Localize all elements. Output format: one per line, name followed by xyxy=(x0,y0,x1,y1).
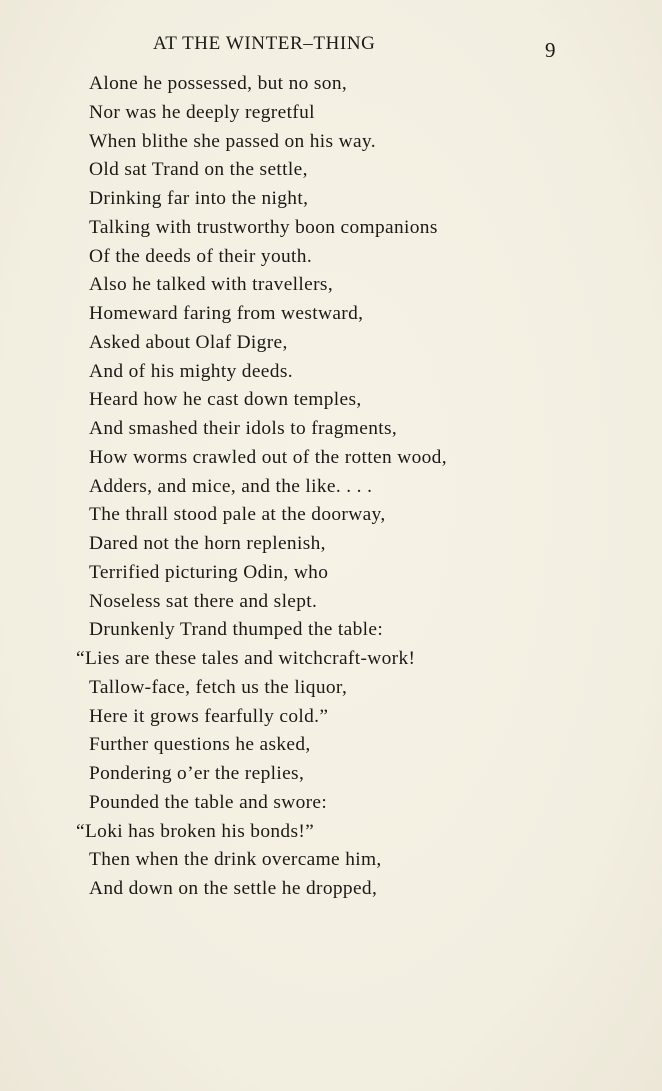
poem-line: Drunkenly Trand thumped the table: xyxy=(89,619,384,641)
poem-line: Asked about Olaf Digre, xyxy=(89,331,288,353)
running-title: AT THE WINTER–THING xyxy=(153,33,376,54)
poem-line: Adders, and mice, and the like. . . . xyxy=(89,475,373,497)
poem-line: Tallow-face, fetch us the liquor, xyxy=(89,676,348,698)
poem-line: Old sat Trand on the settle, xyxy=(89,159,308,181)
poem-line: The thrall stood pale at the doorway, xyxy=(89,504,386,526)
poem-line: And down on the settle he dropped, xyxy=(89,878,378,899)
poem-line: Also he talked with travellers, xyxy=(89,274,334,296)
poem-line: Alone he possessed, but no son, xyxy=(89,73,348,94)
poem-line: And of his mighty deeds. xyxy=(89,360,293,382)
poem-line: Nor was he deeply regretful xyxy=(89,101,315,123)
poem-line: Here it grows fearfully cold.” xyxy=(89,705,329,727)
poem-line: Homeward faring from westward, xyxy=(89,303,364,324)
poem-line: Pondering o’er the replies, xyxy=(89,763,305,784)
poem-line: “Lies are these tales and witchcraft-work! xyxy=(76,648,416,669)
poem-line: Dared not the horn replenish, xyxy=(89,533,326,554)
poem-line: Heard how he cast down temples, xyxy=(89,389,362,411)
poem-line: How worms crawled out of the rotten wood, xyxy=(89,446,447,468)
page-number: 9 xyxy=(545,38,556,62)
poem-line: Of the deeds of their youth. xyxy=(89,245,313,267)
poem-line: Terrified picturing Odin, who xyxy=(89,561,329,583)
poem-line: “Loki has broken his bonds!” xyxy=(76,820,315,842)
poem-line: Further questions he asked, xyxy=(89,734,311,756)
poem-line: Then when the drink overcame him, xyxy=(89,849,382,871)
poem-body xyxy=(76,70,549,904)
poem-line: Pounded the table and swore: xyxy=(89,791,328,813)
poem-line: Talking with trustworthy boon companions xyxy=(89,216,438,238)
poem-line: And smashed their idols to fragments, xyxy=(89,418,398,439)
poem-line: Noseless sat there and slept. xyxy=(89,590,318,612)
poem-line: Drinking far into the night, xyxy=(89,188,309,209)
poem-line: When blithe she passed on his way. xyxy=(89,130,376,152)
